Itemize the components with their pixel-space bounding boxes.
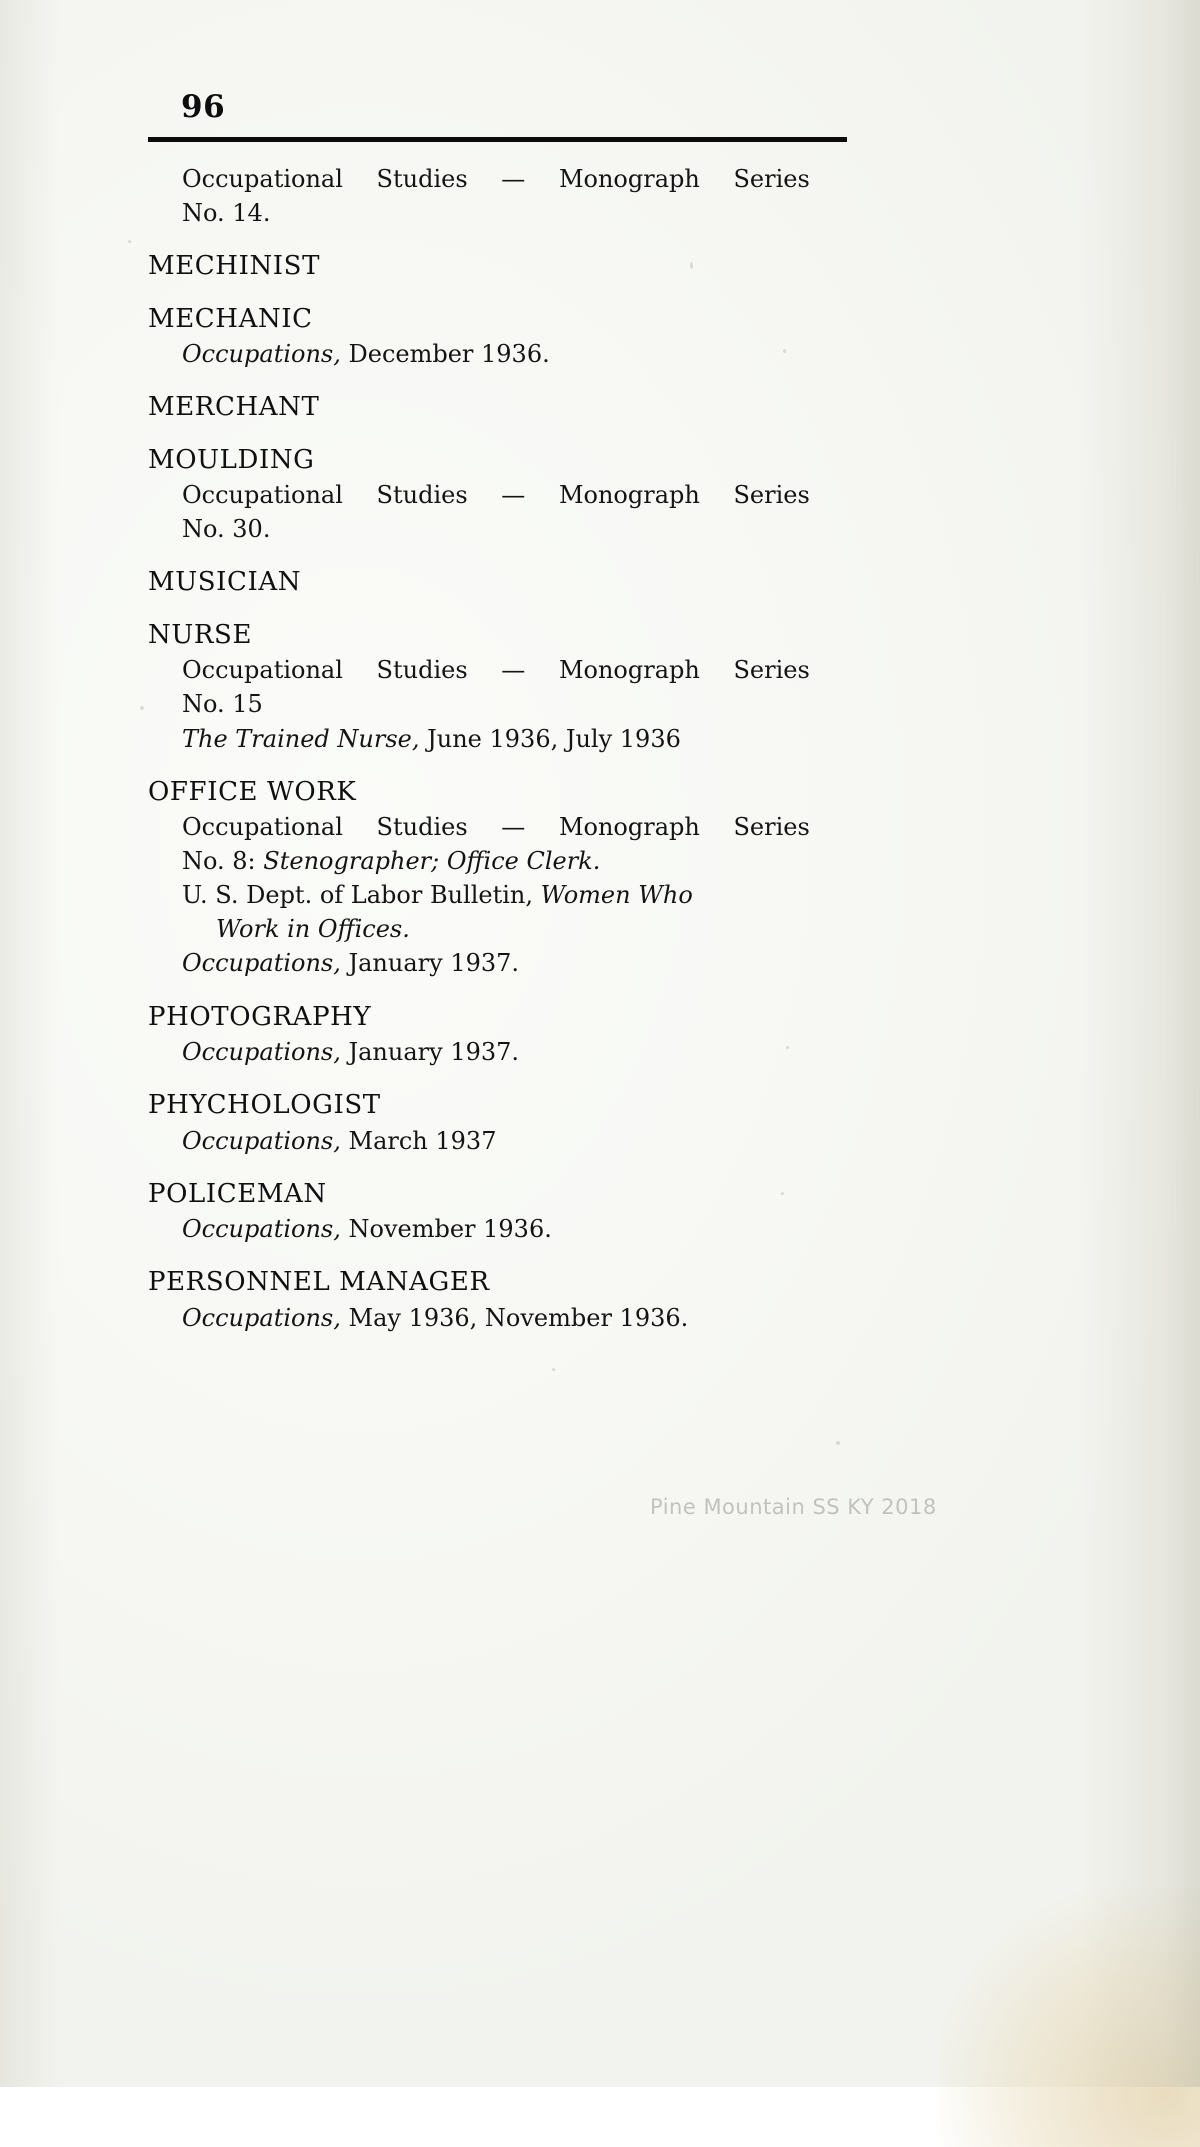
entry-detail [148, 1035, 848, 1069]
list-item [148, 444, 848, 547]
list-item [148, 566, 848, 599]
page-number: 96 [181, 89, 226, 125]
list-item [148, 303, 848, 372]
paper-speck [552, 1368, 555, 1371]
entry-detail [148, 653, 848, 755]
paper-speck [140, 706, 144, 710]
page-text-block [148, 89, 848, 1349]
entry-heading: NURSE [148, 619, 253, 650]
entry-line: Work in Offices. [216, 915, 410, 944]
entry-detail [148, 1301, 848, 1335]
paper-speck [836, 1441, 840, 1445]
entry-heading: MOULDING [148, 444, 315, 475]
entry-heading: PERSONNEL MANAGER [148, 1267, 490, 1298]
entry-line: U. S. Dept. of Labor Bulletin, Women Who [182, 881, 693, 910]
entry-line: The Trained Nurse, June 1936, July 1936 [182, 724, 681, 753]
entry-line: No. 8: Stenographer; Office Clerk. [182, 847, 601, 876]
entry-line: Occupations, March 1937 [182, 1126, 497, 1155]
entry-line: Occupational Studies — Monograph Series [182, 481, 810, 510]
entry-line: No. 15 [182, 690, 263, 719]
bibliography-list [148, 162, 848, 1335]
entry-line: Occupational Studies — Monograph Series [182, 813, 810, 842]
entry-line: Occupations, January 1937. [182, 1038, 520, 1067]
entry-detail [148, 1124, 848, 1158]
entry-detail [148, 810, 848, 980]
entry-line: Occupations, May 1936, November 1936. [182, 1303, 689, 1332]
entry-heading: MUSICIAN [148, 567, 302, 598]
entry-heading: MERCHANT [148, 392, 320, 423]
list-item [148, 1001, 848, 1070]
entry-detail [148, 1212, 848, 1246]
paper-stain [940, 1887, 1200, 2147]
entry-line: Occupations, November 1936. [182, 1215, 552, 1244]
list-item [148, 162, 848, 230]
entry-heading: PHYCHOLOGIST [148, 1090, 381, 1121]
list-item [148, 776, 848, 981]
entry-line: Occupational Studies — Monograph Series [182, 165, 810, 193]
entry-heading: MECHANIC [148, 303, 313, 334]
header-rule [148, 137, 847, 142]
list-item [148, 1178, 848, 1247]
entry-line: Occupations, January 1937. [182, 949, 520, 978]
entry-heading: POLICEMAN [148, 1178, 327, 1209]
entry-line: Occupations, December 1936. [182, 340, 550, 369]
list-item [148, 391, 848, 424]
entry-detail [148, 162, 848, 230]
list-item [148, 1266, 848, 1335]
paper-speck [128, 240, 131, 243]
entry-line: Occupational Studies — Monograph Series [182, 656, 810, 685]
entry-detail [148, 478, 848, 546]
entry-heading: PHOTOGRAPHY [148, 1001, 372, 1032]
list-item [148, 619, 848, 756]
entry-line: No. 30. [182, 515, 271, 544]
entry-heading: OFFICE WORK [148, 776, 357, 807]
list-item [148, 250, 848, 283]
list-item [148, 1089, 848, 1158]
entry-heading: MECHINIST [148, 251, 321, 282]
entry-line: No. 14. [182, 199, 271, 228]
scan-watermark: Pine Mountain SS KY 2018 [650, 1495, 937, 1519]
entry-detail [148, 337, 848, 371]
